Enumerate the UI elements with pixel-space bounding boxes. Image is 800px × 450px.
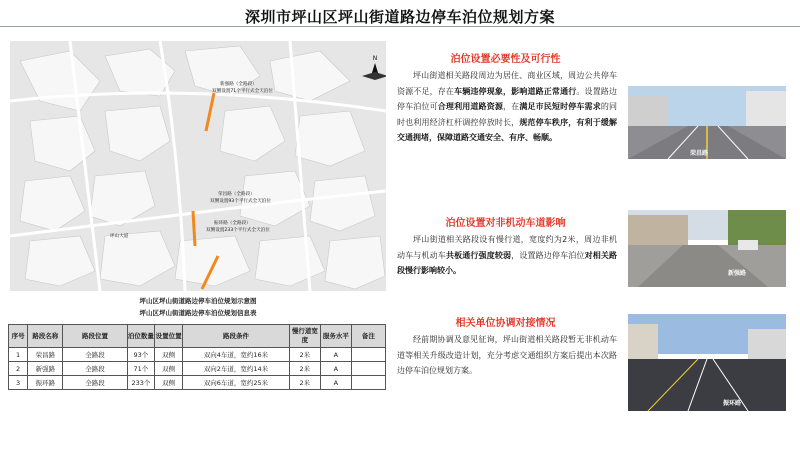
text-run: 坪山街道相关路段周边为居住、商业区域，周边公共停车资源不足，存在 [397, 71, 617, 96]
col-header: 路段条件 [183, 325, 290, 348]
col-header: 路段位置 [63, 325, 127, 348]
compass-letter: N [372, 55, 378, 62]
table-row [9, 362, 386, 376]
table-cell: 双向4车道，宽约16米 [183, 348, 290, 362]
table-cell [351, 348, 385, 362]
text-run-bold: 合理利用道路资源 [437, 102, 504, 111]
text-run-bold: 对相关路段慢行影响较小。 [397, 250, 618, 275]
street-map-svg [10, 41, 386, 291]
table-cell: 双侧 [155, 348, 183, 362]
text-run: 坪山街道相关路段设有慢行道，宽度约为2米，周边非机动车与机动车 [397, 235, 617, 260]
table-cell: 71个 [127, 362, 155, 376]
photo-label-rongchang: 荣昌路 [690, 150, 709, 157]
section-title-bike-lane: 泊位设置对非机动车道影响 [445, 218, 566, 229]
section-title-necessity: 泊位设置必要性及可行性 [450, 54, 561, 65]
road-label: 坪山大道 [110, 234, 129, 239]
title-divider [0, 26, 800, 27]
table-cell: 振环路 [28, 376, 63, 390]
parking-plan-map [10, 41, 386, 291]
section-text-necessity [397, 68, 617, 146]
callout-detail-3: 双侧设置233个平行式全天泊位 [206, 228, 270, 233]
road-photo-rongchang [628, 86, 786, 159]
table-cell: 全路段 [63, 348, 127, 362]
callout-road-2: 荣昌路（全路段） [218, 192, 255, 197]
col-header: 服务水平 [320, 325, 351, 348]
table-cell: A [320, 376, 351, 390]
table-cell: 2 [9, 362, 28, 376]
col-header: 序号 [9, 325, 28, 348]
text-run: 的同时也利用经济杠杆调控停放时长， [397, 102, 618, 127]
table-caption: 坪山区坪山街道路边停车泊位规划信息表 [139, 309, 257, 317]
text-run-bold: 共板通行强度较弱 [445, 250, 512, 260]
table-cell: 双向6车道，宽约25米 [183, 376, 290, 390]
table-cell: 1 [9, 348, 28, 362]
table-cell: 全路段 [63, 362, 127, 376]
table-header-row [9, 325, 386, 348]
col-header: 泊位数量 [127, 325, 155, 348]
table-cell: A [320, 348, 351, 362]
text-run: ，在 [503, 102, 520, 111]
text-run-bold: 满足市民短时停车需求 [519, 102, 601, 111]
callout-detail-1: 双侧设置71个平行式全天泊位 [212, 89, 273, 94]
table-cell: 双侧 [155, 376, 183, 390]
table-cell: 2米 [289, 376, 320, 390]
table-cell: 2米 [289, 348, 320, 362]
table-cell: 233个 [127, 376, 155, 390]
table-cell: 双向2车道，宽约14米 [183, 362, 290, 376]
callout-road-1: 新强路（全路段） [220, 82, 257, 87]
section-title-coordination: 相关单位协调对接情况 [455, 318, 556, 329]
table-cell: 新强路 [28, 362, 63, 376]
road-photo-zhenhuan [628, 314, 786, 411]
text-run-bold: 规范停车秩序，有利于缓解交通拥堵，保障道路交通安全、有序、畅顺。 [397, 117, 618, 142]
text-run-bold: 车辆违停现象，影响道路正常通行 [454, 86, 577, 96]
page-title: 深圳市坪山区坪山街道路边停车泊位规划方案 [244, 8, 555, 26]
section-text-bike-lane [397, 232, 617, 279]
parking-info-table [8, 324, 386, 390]
text-run: 。设置路边停车泊位可 [397, 86, 618, 111]
table-row [9, 348, 386, 362]
col-header: 慢行道宽度 [289, 325, 320, 348]
photo-label-zhenhuan: 振环路 [723, 400, 742, 407]
table-cell: 双侧 [155, 362, 183, 376]
table-cell [351, 362, 385, 376]
table-cell: 3 [9, 376, 28, 390]
road-photo-xinqiang [628, 210, 786, 287]
rongchang-road-highlight [193, 211, 195, 246]
callout-road-3: 振环路（全路段） [214, 221, 251, 226]
table-cell: 荣昌路 [28, 348, 63, 362]
col-header: 路段名称 [28, 325, 63, 348]
section-text-coordination: 经前期协调及意见征询，坪山街道相关路段暂无非机动车道等相关升级改造计划，充分考虑交通组织方案后提出本次路边停车泊位规划方案。 [397, 335, 617, 375]
col-header: 备注 [351, 325, 385, 348]
col-header: 设置位置 [155, 325, 183, 348]
table-cell: 2米 [289, 362, 320, 376]
table-cell [351, 376, 385, 390]
callout-detail-2: 双侧设置93个平行式全天泊位 [210, 199, 271, 204]
photo-label-xinqiang: 新强路 [728, 270, 747, 277]
table-row [9, 376, 386, 390]
text-run: ，设置路边停车泊位 [511, 250, 585, 260]
map-caption: 坪山区坪山街道路边停车泊位规划示意图 [139, 297, 257, 305]
table-cell: A [320, 362, 351, 376]
table-cell: 全路段 [63, 376, 127, 390]
table-cell: 93个 [127, 348, 155, 362]
